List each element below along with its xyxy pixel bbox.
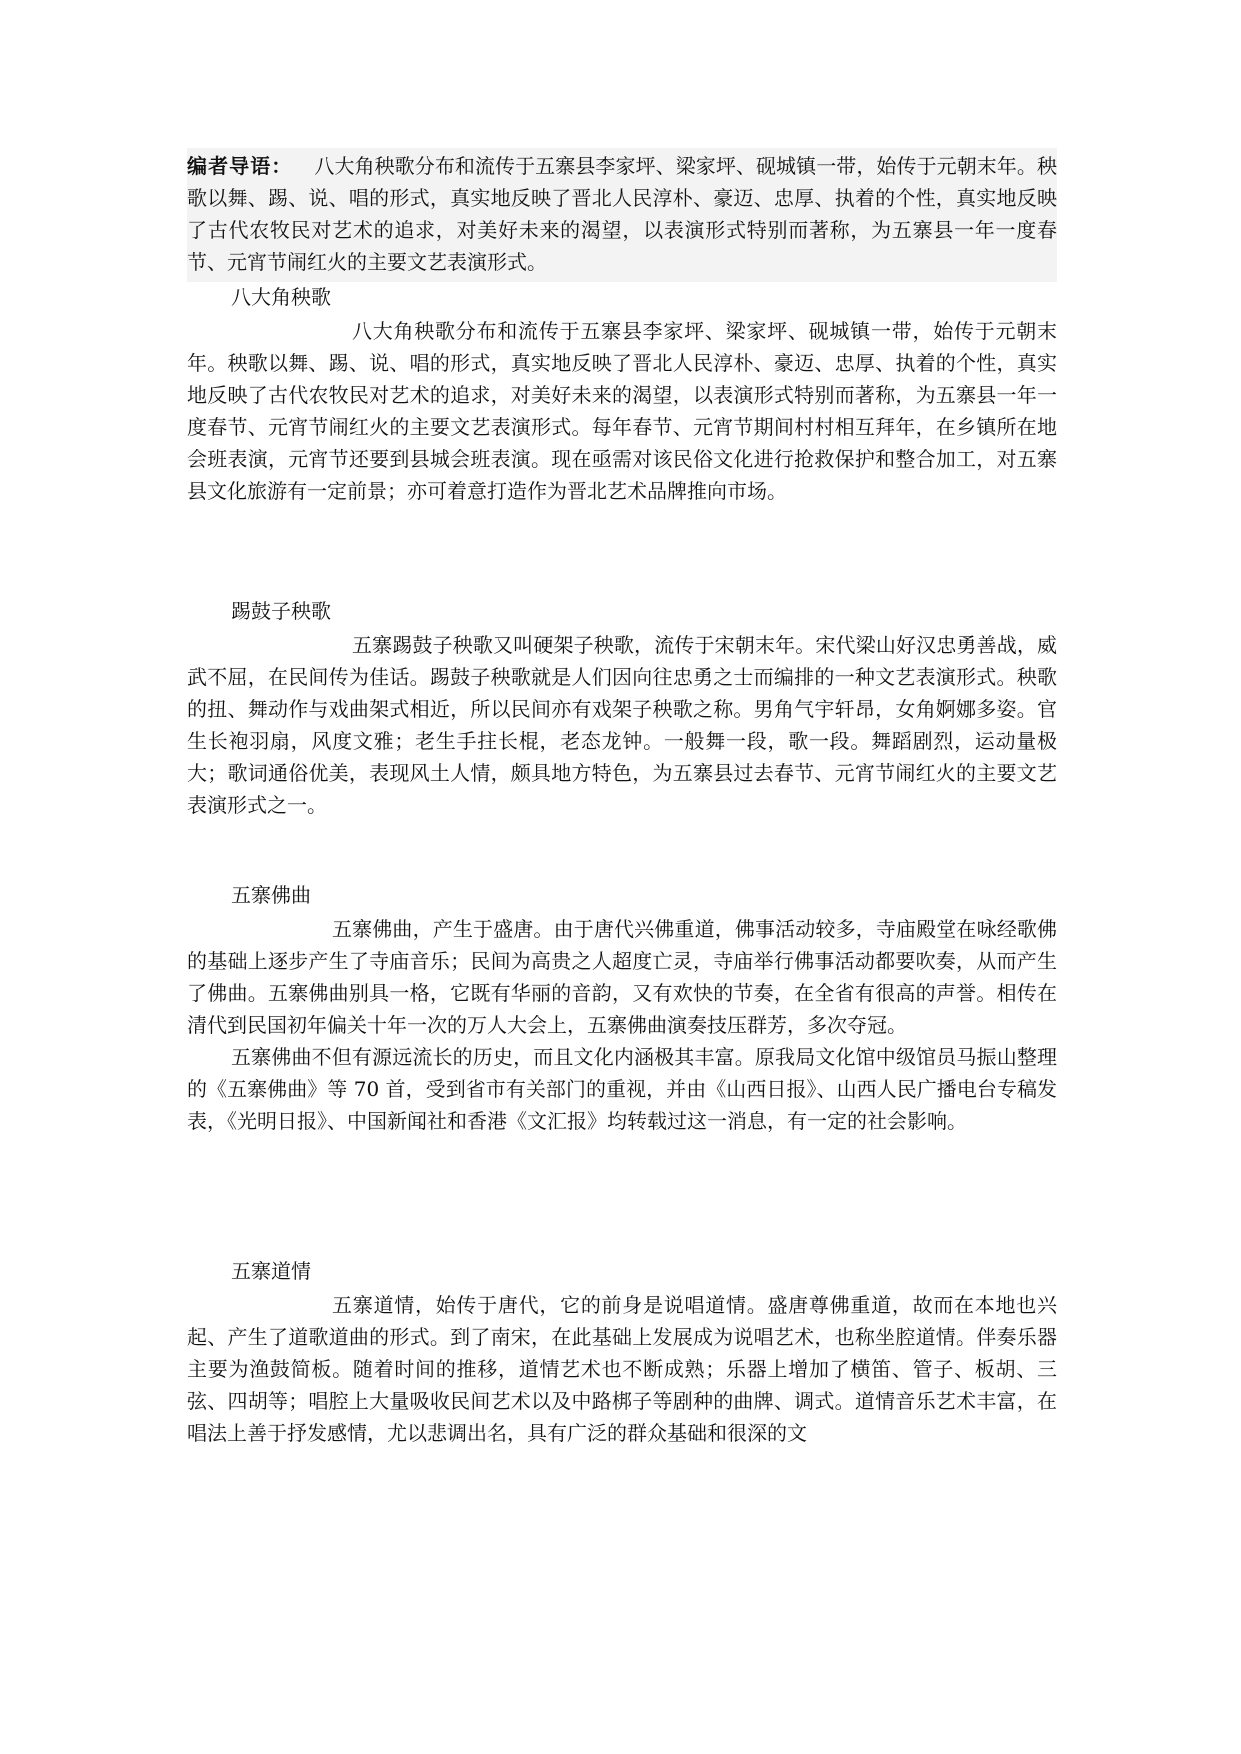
- section-paragraph: 五寨道情，始传于唐代，它的前身是说唱道情。盛唐尊佛重道，故而在本地也兴起、产生了道歌道曲的形式。到了南宋，在此基础上发展成为说唱艺术，也称坐腔道情。伴奏乐器主要为渔鼓简板。随着时间的推移，道情艺术也不断成熟；乐器上增加了横笛、管子、板胡、三弦、四胡等；唱腔上大量吸收民间艺术以及中路梆子等剧种的曲牌、调式。道情音乐艺术丰富，在唱法上善于抒发感情，尤以悲调出名，具有广泛的群众基础和很深的文: [187, 1293, 1057, 1445]
- section-wuzhai-daoqing: [187, 1255, 1057, 1449]
- section-paragraph: 五寨佛曲，产生于盛唐。由于唐代兴佛重道，佛事活动较多，寺庙殿堂在咏经歌佛的基础上逐步产生了寺庙音乐；民间为高贵之人超度亡灵，寺庙举行佛事活动都要吹奏，从而产生了佛曲。五寨佛曲别具一格，它既有华丽的音韵，又有欢快的节奏，在全省有很高的声誉。相传在清代到民国初年偏关十年一次的万人大会上，五寨佛曲演奏技压群芳，多次夺冠。: [187, 917, 1057, 1037]
- section-title: 八大角秧歌: [231, 285, 331, 309]
- section-paragraph: 八大角秧歌分布和流传于五寨县李家坪、梁家坪、砚城镇一带，始传于元朝末年。秧歌以舞、踢、说、唱的形式，真实地反映了晋北人民淳朴、豪迈、忠厚、执着的个性，真实地反映了古代农牧民对艺术的追求，对美好未来的渴望，以表演形式特别而著称，为五寨县一年一度春节、元宵节闹红火的主要文艺表演形式。每年春节、元宵节期间村村相互拜年，在乡镇所在地会班表演，元宵节还要到县城会班表演。现在亟需对该民俗文化进行抢救保护和整合加工，对五寨县文化旅游有一定前景；亦可着意打造作为晋北艺术品牌推向市场。: [187, 319, 1057, 503]
- section-badajiao-yangge: [187, 281, 1057, 507]
- section-wuzhai-foqu: [187, 879, 1057, 1137]
- section-title: 五寨道情: [231, 1259, 311, 1283]
- section-title: 踢鼓子秧歌: [231, 599, 331, 623]
- section-tiguzi-yangge: [187, 595, 1057, 821]
- section-title: 五寨佛曲: [231, 883, 311, 907]
- section-paragraph: 五寨佛曲不但有源远流长的历史，而且文化内涵极其丰富。原我局文化馆中级馆员马振山整理的《五寨佛曲》等 70 首，受到省市有关部门的重视，并由《山西日报》、山西人民广播电台专稿发表，《光明日报》、中国新闻社和香港《文汇报》均转载过这一消息，有一定的社会影响。: [187, 1045, 1057, 1133]
- editor-note-label: 编者导语：: [187, 154, 293, 178]
- editor-note: [187, 148, 1057, 282]
- editor-note-text: 八大角秧歌分布和流传于五寨县李家坪、梁家坪、砚城镇一带，始传于元朝末年。秧歌以舞、踢、说、唱的形式，真实地反映了晋北人民淳朴、豪迈、忠厚、执着的个性，真实地反映了古代农牧民对艺术的追求，对美好未来的渴望，以表演形式特别而著称，为五寨县一年一度春节、元宵节闹红火的主要文艺表演形式。: [187, 154, 1058, 274]
- section-paragraph: 五寨踢鼓子秧歌又叫硬架子秧歌，流传于宋朝末年。宋代梁山好汉忠勇善战，威武不屈，在民间传为佳话。踢鼓子秧歌就是人们因向往忠勇之士而编排的一种文艺表演形式。秧歌的扭、舞动作与戏曲架式相近，所以民间亦有戏架子秧歌之称。男角气宇轩昂，女角婀娜多姿。官生长袍羽扇，风度文雅；老生手拄长棍，老态龙钟。一般舞一段，歌一段。舞蹈剧烈，运动量极大；歌词通俗优美，表现风土人情，颇具地方特色，为五寨县过去春节、元宵节闹红火的主要文艺表演形式之一。: [187, 633, 1057, 817]
